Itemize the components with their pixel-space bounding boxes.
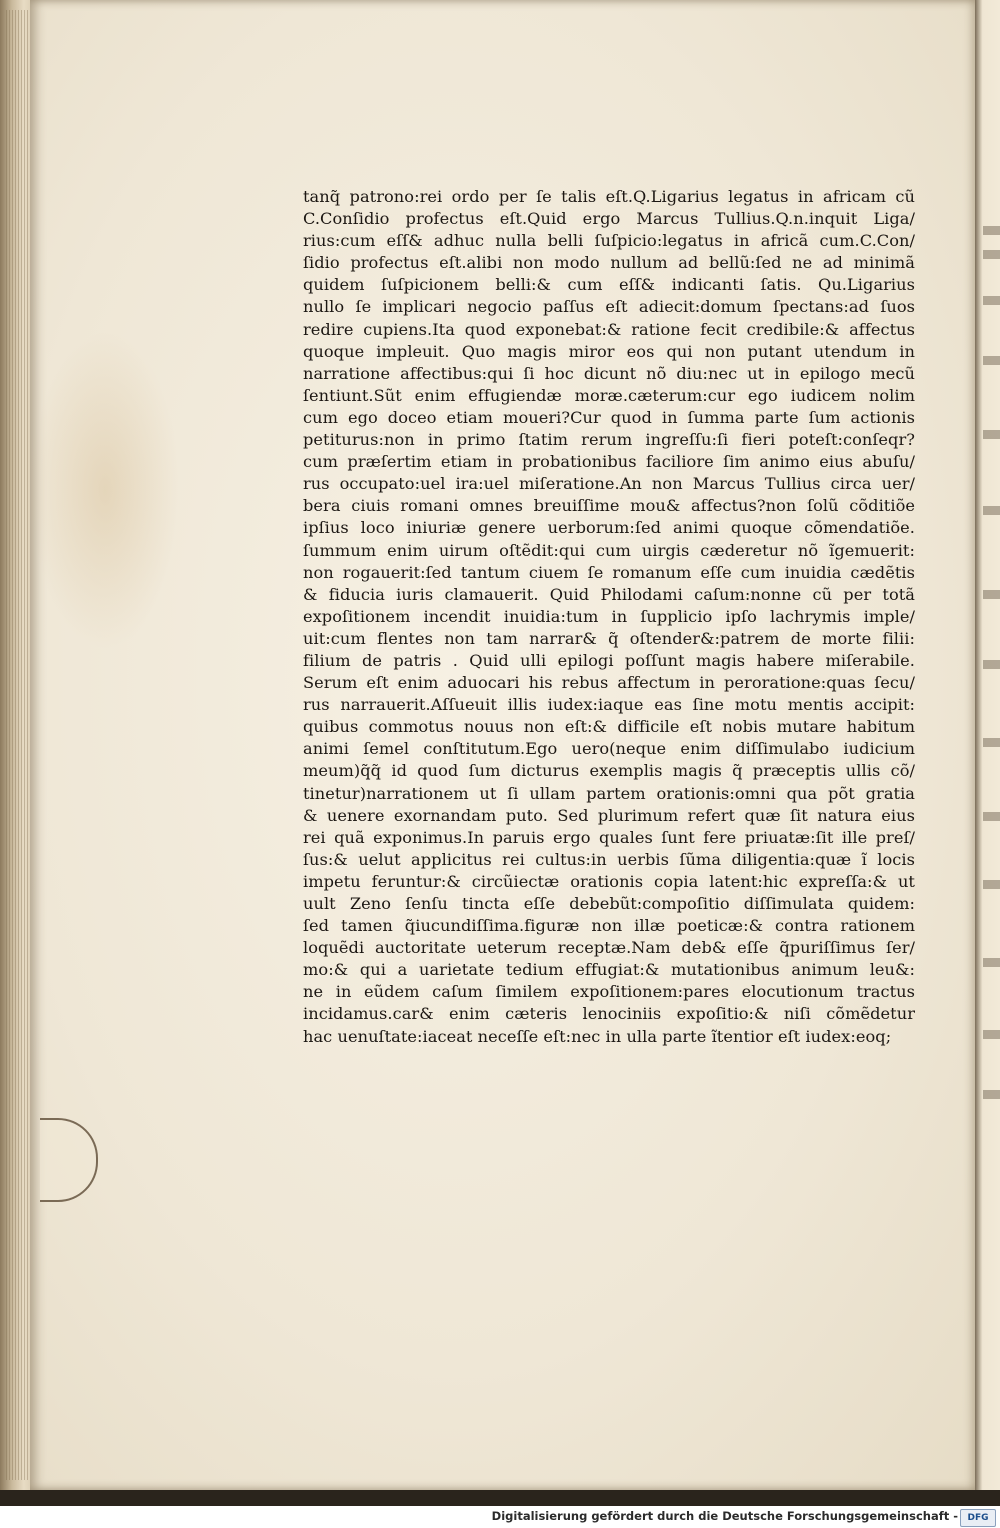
text-line: petiturus:non in primo ſtatim rerum ingreſſu:ſi fieri poteſt:conſeqr? <box>303 430 915 450</box>
text-line: loquẽdi auctoritate ueterum receptæ.Nam deb& eſſe q̃puriſſimus ſer/ <box>303 938 915 958</box>
text-line: hac uenuſtate:iaceat neceſſe eſt:nec in ulla parte ĩtentior eſt iudex:eoq; <box>303 1026 892 1046</box>
text-line: non rogauerit:ſed tantum ciuem ſe romanum eſſe cum inuidia cædẽtis <box>303 562 915 582</box>
text-line: ſed tamen q̃iucundiſſima.figuræ non illæ poeticæ:& contra rationem <box>303 916 915 936</box>
text-line: & fiducia iuris clamauerit. Quid Philodami caſum:nonne cũ per totã <box>303 584 915 604</box>
text-line: Serum eſt enim aduocari his rebus affectum in peroratione:quas ſecu/ <box>303 673 915 693</box>
text-line: ſentiunt.Sũt enim effugiendæ moræ.cæterum:cur ego iudicem nolim <box>303 385 915 405</box>
text-line: rus narrauerit.Aſſueuit illis iudex:iaque eas ſine motu mentis accipit: <box>303 695 915 715</box>
page-text <box>303 186 915 1048</box>
text-line: quibus commotus nouus non eſt:& difficile eſt nobis mutare habitum <box>303 717 915 737</box>
text-line: ſidio profectus eſt.alibi non modo nullum ad bellũ:ſed ne ad minimã <box>303 253 915 273</box>
text-line: cum præſertim etiam in probationibus faciliore ſim animo eius abuſu/ <box>303 452 915 472</box>
text-line: C.Conſidio profectus eſt.Quid ergo Marcus Tullius.Q.n.inquit Liga/ <box>303 209 915 229</box>
text-line: ne in eũdem caſum ſimilem expoſitionem:pares elocutionum tractus <box>303 982 915 1002</box>
text-line: uult Zeno ſenſu tincta eſſe debebũt:compoſitio diſſimulata quidem: <box>303 894 915 913</box>
text-line: meum)q̃q̃ id quod ſum dicturus exemplis magis q̃ præceptis ullis cõ/ <box>303 761 915 781</box>
text-line: expoſitionem incendit inuidia:tum in ſupplicio ipſo lachrymis imple/ <box>303 606 915 626</box>
text-line: nullo ſe implicari negocio paſſus eſt adiecit:domum ſpectans:ad ſuos <box>303 297 915 317</box>
text-line: uit:cum flentes non tam narrar& q̃ oſtender&:patrem de morte filii: <box>303 628 915 648</box>
text-line: incidamus.car& enim cæteris lenociniis expoſitio:& niſi cõmẽdetur <box>303 1004 915 1024</box>
text-line: bera ciuis romani omnes breuiſſime mou& affectus?non ſolũ cõditiõe <box>303 496 915 516</box>
text-line: animi ſemel conſtitutum.Ego uero(neque enim diſſimulabo iudicium <box>303 739 915 759</box>
facing-page-edge <box>975 0 1000 1490</box>
book-edge-left <box>0 0 34 1490</box>
text-line: tanq̃ patrono:rei ordo per ſe talis eſt.Q.Ligarius legatus in africam cũ <box>303 187 915 206</box>
text-line: redire cupiens.Ita quod exponebat:& ratione fecit credibile:& affectus <box>303 319 915 339</box>
dfg-logo-icon[interactable]: DFG <box>960 1509 996 1527</box>
text-line: quoque impleuit. Quo magis miror eos qui non putant utendum in <box>303 341 915 361</box>
scan-bottom-edge <box>0 1490 1000 1506</box>
text-line: impetu feruntur:& circũiectæ orationis copia latent:hic expreſſa:& ut <box>303 871 915 891</box>
text-line: ſus:& uelut applicitus rei cultus:in uerbis ſũma diligentia:quæ ĩ locis <box>303 849 915 869</box>
text-line: cum ego doceo etiam moueri?Cur quod in ſumma parte ſum actionis <box>303 407 915 427</box>
text-line: mo:& qui a uarietate tedium effugiat:& mutationibus animum leu&: <box>303 960 915 980</box>
text-line: tinetur)narrationem ut ſi ullam partem orationis:omni qua põt gratia <box>303 783 915 803</box>
text-line: quidem ſuſpicionem belli:& cum eſſ& indicanti ſatis. Qu.Ligarius <box>303 275 915 295</box>
text-line: filium de patris . Quid ulli epilogi poſſunt magis habere miſerabile. <box>303 650 915 670</box>
text-line: ſummum enim uirum oſtẽdit:qui cum uirgis cæderetur nõ ĩgemuerit: <box>303 540 915 560</box>
text-line: ipſius loco iniuriæ genere uerborum:ſed animi quoque cõmendatiõe. <box>303 518 915 538</box>
text-line: rei quã exponimus.In paruis ergo quales ſunt fere priuatæ:ſit ille preſ/ <box>303 827 915 847</box>
text-line: narratione affectibus:qui ſi hoc dicunt nõ diu:nec ut in epilogo mecũ <box>303 363 915 383</box>
footer-credit: Digitalisierung gefördert durch die Deutsche Forschungsgemeinschaft - <box>491 1509 958 1523</box>
text-line: & uenere exornandam puto. Sed plurimum refert quæ ſit natura eius <box>303 805 915 825</box>
text-line: rus occupato:uel ira:uel miſeratione.An non Marcus Tullius circa uer/ <box>303 474 915 494</box>
text-line: rius:cum eſſ& adhuc nulla belli ſuſpicio:legatus in africã cum.C.Con/ <box>303 231 915 251</box>
